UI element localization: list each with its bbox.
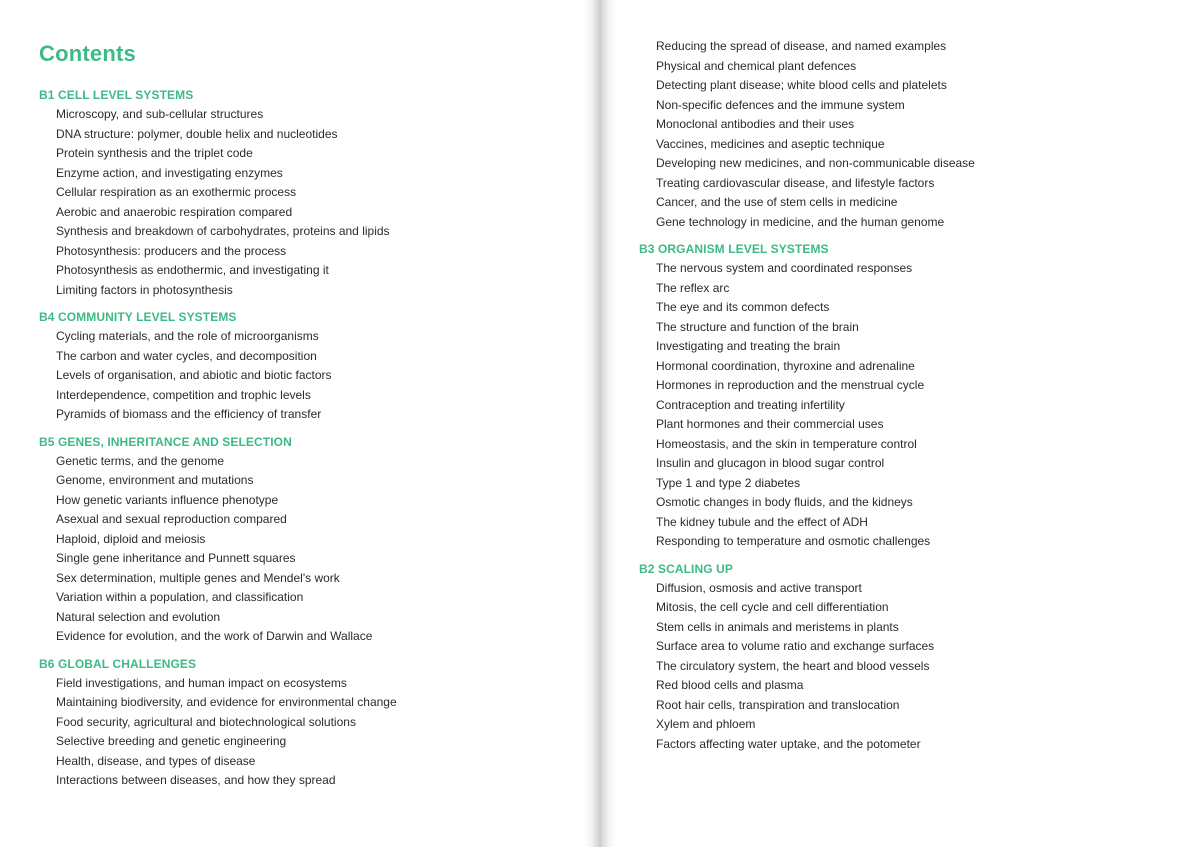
topic-item: Genetic terms, and the genome (56, 453, 225, 468)
section-heading: B5 GENES, INHERITANCE AND SELECTION (39, 434, 292, 449)
topic-list (639, 579, 1179, 755)
topic-list (639, 259, 1179, 552)
topic-item: Vaccines, medicines and aseptic technique (656, 136, 885, 151)
topic-item: Interdependence, competition and trophic levels (56, 387, 311, 402)
section-heading: B1 CELL LEVEL SYSTEMS (39, 88, 194, 102)
topic-item: The carbon and water cycles, and decomposition (56, 348, 317, 363)
topic-item: Developing new medicines, and non-communicable disease (656, 156, 975, 170)
section-continued (639, 37, 1179, 232)
topic-item: Cellular respiration as an exothermic process (56, 185, 297, 199)
topic-item: Investigating and treating the brain (656, 339, 841, 353)
topic-item: Single gene inheritance and Punnett squares (56, 551, 296, 565)
topic-item: Xylem and phloem (656, 717, 756, 731)
topic-item: Health, disease, and types of disease (56, 753, 256, 768)
topic-item: Photosynthesis: producers and the process (56, 243, 287, 258)
topic-list (639, 37, 1179, 232)
topic-item: Limiting factors in photosynthesis (56, 282, 233, 297)
topic-item: Microscopy, and sub-cellular structures (56, 107, 264, 121)
topic-item: Hormonal coordination, thyroxine and adrenaline (656, 358, 915, 373)
topic-item: Treating cardiovascular disease, and lifestyle factors (656, 175, 935, 190)
topic-item: DNA structure: polymer, double helix and nucleotides (56, 126, 338, 141)
topic-item: Pyramids of biomass and the efficiency of transfer (56, 407, 322, 421)
topic-item: Aerobic and anaerobic respiration compared (56, 204, 293, 219)
section-b2 (639, 561, 1179, 755)
section-b3 (639, 241, 1179, 552)
topic-item: Surface area to volume ratio and exchange surfaces (656, 639, 935, 653)
topic-item: Detecting plant disease; white blood cells and platelets (656, 78, 947, 92)
topic-item: Stem cells in animals and meristems in plants (656, 619, 899, 634)
topic-item: Natural selection and evolution (56, 609, 221, 624)
topic-item: Non-specific defences and the immune system (656, 97, 905, 112)
topic-item: Cycling materials, and the role of microorganisms (56, 329, 319, 343)
section-b5 (39, 434, 579, 647)
topic-item: Diffusion, osmosis and active transport (656, 580, 862, 595)
topic-item: Root hair cells, transpiration and translocation (656, 697, 900, 712)
section-heading: B4 COMMUNITY LEVEL SYSTEMS (39, 310, 237, 324)
topic-item: Haploid, diploid and meiosis (56, 531, 206, 546)
topic-item: The structure and function of the brain (656, 319, 859, 334)
section-heading: B6 GLOBAL CHALLENGES (39, 656, 197, 671)
topic-item: Synthesis and breakdown of carbohydrates, proteins and lipids (56, 224, 390, 238)
topic-item: Maintaining biodiversity, and evidence for environmental change (56, 695, 397, 709)
topic-item: Field investigations, and human impact on ecosystems (56, 675, 347, 690)
topic-item: Photosynthesis as endothermic, and investigating it (56, 263, 329, 277)
topic-item: Levels of organisation, and abiotic and biotic factors (56, 368, 332, 382)
topic-item: Type 1 and type 2 diabetes (656, 475, 801, 490)
topic-item: Protein synthesis and the triplet code (56, 146, 253, 160)
section-heading: B3 ORGANISM LEVEL SYSTEMS (639, 242, 829, 256)
topic-item: The nervous system and coordinated responses (656, 261, 913, 275)
topic-item: Interactions between diseases, and how they spread (56, 773, 336, 787)
topic-item: Red blood cells and plasma (656, 678, 804, 692)
topic-item: Mitosis, the cell cycle and cell differentiation (656, 600, 889, 614)
topic-item: Contraception and treating infertility (656, 397, 845, 412)
topic-list (39, 105, 579, 300)
section-heading: B2 SCALING UP (639, 561, 733, 576)
topic-item: Gene technology in medicine, and the human genome (656, 214, 945, 229)
page-title: Contents (39, 41, 136, 66)
topic-item: Physical and chemical plant defences (656, 58, 857, 73)
topic-item: How genetic variants influence phenotype (56, 492, 279, 507)
topic-item: Responding to temperature and osmotic challenges (656, 534, 931, 548)
topic-item: Enzyme action, and investigating enzymes (56, 165, 283, 180)
topic-item: Variation within a population, and classification (56, 590, 304, 604)
topic-list (39, 327, 579, 425)
topic-item: The eye and its common defects (656, 300, 830, 314)
topic-item: Homeostasis, and the skin in temperature control (656, 436, 917, 451)
topic-item: Cancer, and the use of stem cells in medicine (656, 195, 898, 209)
topic-item: Sex determination, multiple genes and Mendel's work (56, 570, 340, 585)
topic-item: Factors affecting water uptake, and the potometer (656, 736, 921, 751)
topic-item: Evidence for evolution, and the work of Darwin and Wallace (56, 629, 373, 643)
left-column (39, 87, 579, 791)
section-b1 (39, 87, 579, 300)
topic-item: The kidney tubule and the effect of ADH (656, 514, 868, 529)
topic-list (39, 452, 579, 647)
topic-list (39, 674, 579, 791)
topic-item: Asexual and sexual reproduction compared (56, 512, 287, 526)
topic-item: Monoclonal antibodies and their uses (656, 117, 855, 131)
section-b4 (39, 309, 579, 425)
section-b6 (39, 656, 579, 791)
topic-item: The circulatory system, the heart and blood vessels (656, 658, 930, 673)
right-column (639, 37, 1179, 754)
topic-item: Hormones in reproduction and the menstrual cycle (656, 378, 925, 392)
topic-item: Plant hormones and their commercial uses (656, 417, 884, 431)
topic-item: Osmotic changes in body fluids, and the kidneys (656, 495, 913, 509)
topic-item: Selective breeding and genetic engineering (56, 734, 287, 748)
topic-item: Genome, environment and mutations (56, 473, 254, 487)
topic-item: Food security, agricultural and biotechnological solutions (56, 714, 356, 729)
topic-item: Insulin and glucagon in blood sugar control (656, 456, 885, 470)
left-page (0, 0, 596, 847)
topic-item: Reducing the spread of disease, and named examples (656, 39, 947, 53)
topic-item: The reflex arc (656, 280, 730, 295)
